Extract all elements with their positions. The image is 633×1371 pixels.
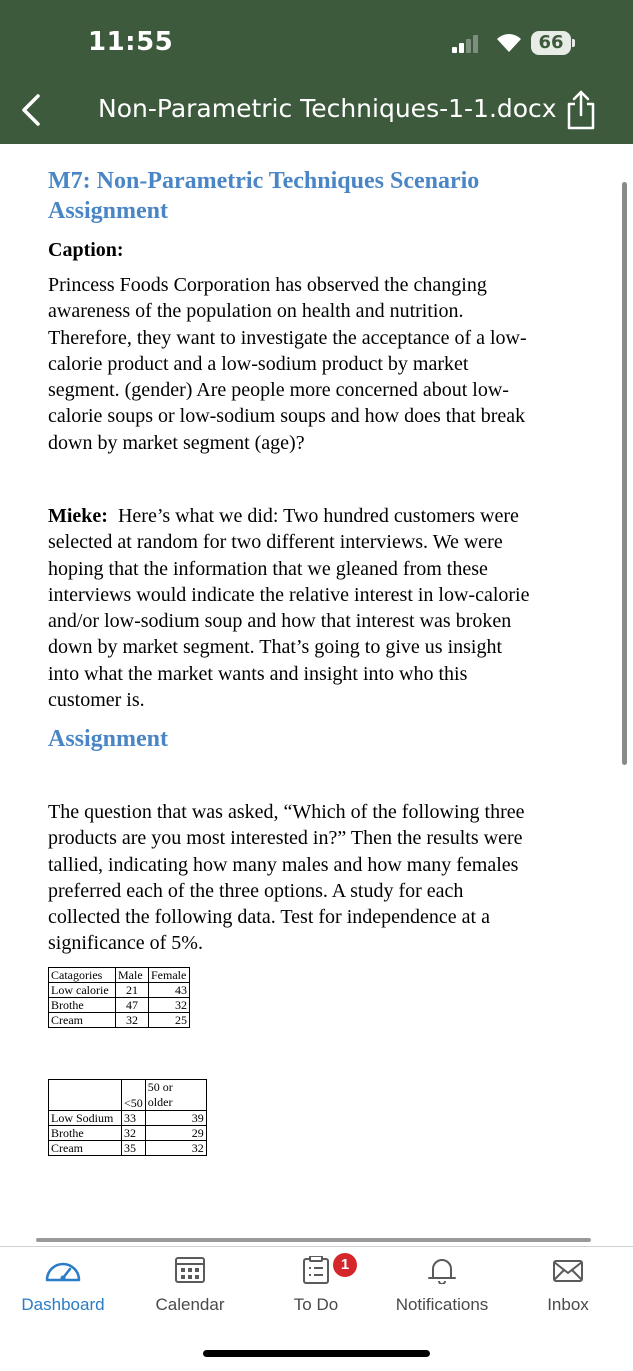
assignment-heading: Assignment (48, 726, 169, 752)
table-cell: Low calorie (49, 983, 116, 998)
tab-inbox[interactable] (505, 1256, 631, 1315)
mieke-line: and/or low-sodium soup and how that interest was broken (48, 610, 512, 633)
mieke-line: customer is. (48, 689, 145, 712)
table-row (49, 998, 190, 1013)
mieke-label: Mieke: (48, 505, 108, 527)
table-cell: 25 (149, 1013, 190, 1028)
table-row (49, 1111, 207, 1126)
tab-label: Inbox (547, 1295, 589, 1314)
cellular-signal-icon (452, 33, 482, 53)
table-header-row (49, 1080, 207, 1111)
mieke-paragraph (48, 503, 530, 713)
app-header (0, 0, 633, 144)
mieke-line: hoping that the information that we gleaned from these (48, 557, 488, 580)
question-line: preferred each of the three options. A study for each (48, 879, 464, 902)
table-header-cell: <50 (122, 1080, 146, 1111)
tab-calendar[interactable] (127, 1256, 253, 1315)
battery-tip (572, 39, 575, 47)
table-header-cell: Female (149, 968, 190, 983)
table-cell: 21 (116, 983, 149, 998)
back-chevron-icon[interactable] (16, 92, 46, 128)
mail-icon (550, 1256, 586, 1284)
question-line: collected the following data. Test for independence at a (48, 906, 490, 929)
status-time: 11:55 (88, 27, 174, 57)
caption-label: Caption: (48, 239, 124, 261)
document-heading: M7: Non-Parametric Techniques Scenario (48, 168, 480, 194)
table-row (49, 1126, 207, 1141)
gender-table (48, 967, 190, 1028)
todo-badge: 1 (333, 1253, 357, 1277)
tab-label: Dashboard (21, 1295, 105, 1314)
table-header-cell: Catagories (49, 968, 116, 983)
table-cell: 39 (145, 1111, 206, 1126)
document-heading-line2: Assignment (48, 198, 169, 224)
table-cell: 32 (116, 1013, 149, 1028)
table-header-row (49, 968, 190, 983)
table-row (49, 983, 190, 998)
mieke-first-text: Here’s what we did: Two hundred customers were (107, 505, 519, 527)
table-cell: 32 (149, 998, 190, 1013)
tab-label: Calendar (155, 1295, 225, 1314)
tab-notifications[interactable] (379, 1256, 505, 1315)
home-indicator (203, 1350, 430, 1357)
table-cell: Cream (49, 1141, 122, 1156)
caption-line: awareness of the population on health and nutrition. (48, 300, 464, 323)
tab-label: To Do (293, 1295, 339, 1314)
caption-line: calorie soups or low-sodium soups and how does that break (48, 405, 526, 428)
table-cell: 32 (122, 1126, 146, 1141)
table-header-cell (145, 1080, 206, 1111)
table-header-cell (49, 1080, 122, 1111)
table-cell: Cream (49, 1013, 116, 1028)
mieke-line: into what the market wants and insight into who this (48, 662, 468, 685)
bell-icon (424, 1256, 460, 1284)
caption-line: calorie product and a low-sodium product by market (48, 352, 469, 375)
question-paragraph (48, 799, 525, 957)
question-line: The question that was asked, “Which of the following three (48, 801, 525, 823)
document-title: Non-Parametric Techniques-1-1.docx (98, 94, 557, 123)
todo-icon (298, 1256, 334, 1284)
tab-todo[interactable] (253, 1256, 379, 1315)
header-50-or: 50 or (147, 1080, 173, 1094)
mieke-line: selected at random for two different interviews. We were (48, 531, 503, 554)
scrollbar[interactable] (622, 182, 627, 765)
table-row (49, 1013, 190, 1028)
table-cell: 35 (122, 1141, 146, 1156)
mieke-first-line (48, 503, 530, 529)
table-header-cell: Male (116, 968, 149, 983)
question-line: tallied, indicating how many males and how many females (48, 853, 519, 876)
mieke-line: down by market segment. That’s going to give us insight (48, 636, 503, 659)
table-cell: Brothe (49, 1126, 122, 1141)
caption-line: down by market segment (age)? (48, 431, 305, 454)
table-cell: Low Sodium (49, 1111, 122, 1126)
tab-dashboard[interactable] (0, 1256, 126, 1315)
caption-line: Princess Foods Corporation has observed the changing (48, 274, 487, 296)
table-cell: Brothe (49, 998, 116, 1013)
dashboard-icon (43, 1256, 83, 1284)
share-icon[interactable] (563, 88, 599, 132)
table-cell: 33 (122, 1111, 146, 1126)
table-cell: 32 (145, 1141, 206, 1156)
tab-bar-border (0, 1246, 633, 1247)
mieke-line: interviews would indicate the relative interest in low-calorie (48, 583, 530, 606)
question-line: significance of 5%. (48, 932, 203, 955)
caption-paragraph (48, 272, 527, 456)
question-line: products are you most interested in?” Then the results were (48, 827, 523, 850)
wifi-icon (495, 30, 523, 54)
table-cell: 43 (149, 983, 190, 998)
table-cell: 47 (116, 998, 149, 1013)
calendar-icon (172, 1256, 208, 1284)
table-cell: 29 (145, 1126, 206, 1141)
battery-icon: 66 (531, 31, 571, 55)
table-row (49, 1141, 207, 1156)
caption-line: Therefore, they want to investigate the acceptance of a low- (48, 326, 527, 349)
caption-line: segment. (gender) Are people more concerned about low- (48, 379, 509, 402)
header-older: older (147, 1095, 173, 1109)
tab-label: Notifications (395, 1295, 489, 1314)
tab-bar-divider (36, 1238, 591, 1242)
age-table (48, 1079, 207, 1156)
